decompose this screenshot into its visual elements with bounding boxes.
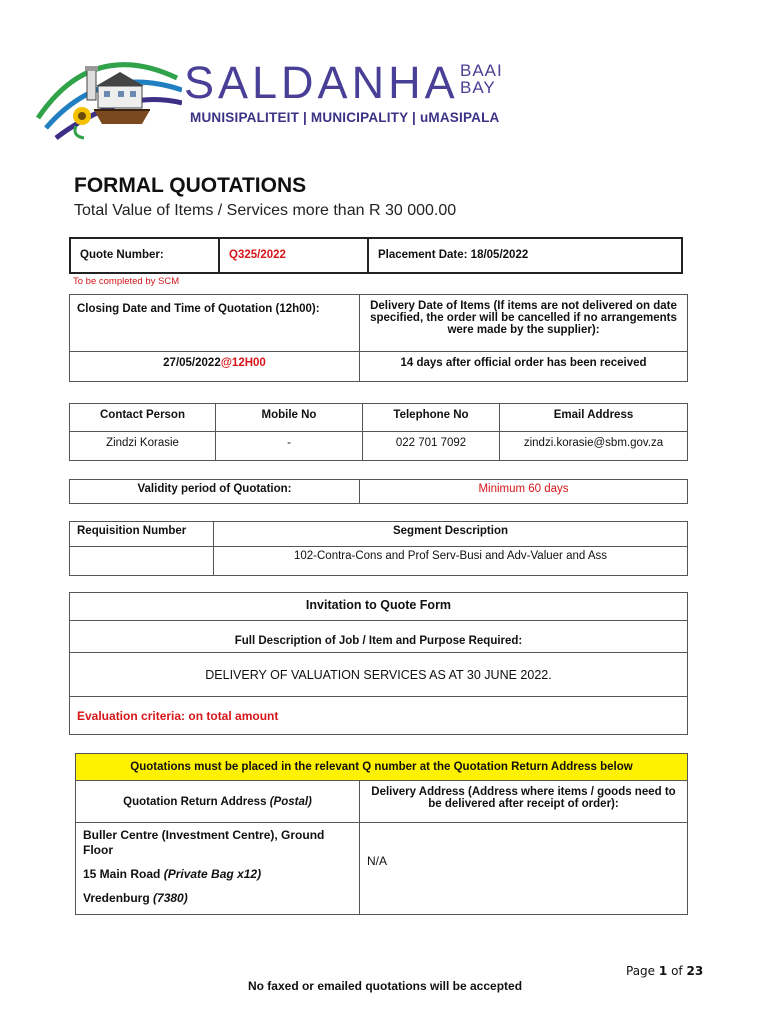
saldanha-emblem-icon <box>32 58 182 143</box>
logo-wordmark: SALDANHA <box>184 57 459 108</box>
scm-note: To be completed by SCM <box>73 276 180 287</box>
page-subtitle: Total Value of Items / Services more than R 30 000.00 <box>74 202 457 219</box>
closing-date-table <box>69 294 688 382</box>
return-address-value <box>76 823 360 915</box>
validity-table <box>69 479 688 504</box>
segment-value: 102-Contra-Cons and Prof Serv-Busi and Adv-Valuer and Ass <box>214 547 688 576</box>
closing-time: @12H00 <box>220 357 266 369</box>
delivery-address-value: N/A <box>360 823 688 915</box>
quote-info-table <box>69 237 683 274</box>
logo-bay-text: BAY <box>460 78 496 97</box>
job-description-value: DELIVERY OF VALUATION SERVICES AS AT 30 JUNE 2022. <box>70 653 688 697</box>
address-line-1: Buller Centre (Investment Centre), Ground Floor <box>83 828 325 857</box>
logo-baai-bay <box>460 62 503 96</box>
address-private-bag: (Private Bag x12) <box>163 867 262 881</box>
municipality-logo <box>32 58 517 148</box>
validity-label: Validity period of Quotation: <box>70 480 360 504</box>
requisition-number-value <box>70 547 214 576</box>
quote-number-label: Quote Number: <box>70 238 219 273</box>
delivery-date-value: 14 days after official order has been received <box>360 352 688 382</box>
invitation-title: Invitation to Quote Form <box>70 593 688 621</box>
address-line-3 <box>83 891 352 906</box>
segment-label: Segment Description <box>214 522 688 547</box>
closing-date: 27/05/2022 <box>163 357 221 369</box>
return-notice: Quotations must be placed in the relevant Q number at the Quotation Return Address below <box>76 754 688 781</box>
page-prefix: Page <box>626 964 656 978</box>
contact-table <box>69 403 688 461</box>
footer-notice: No faxed or emailed quotations will be accepted <box>247 979 523 993</box>
requisition-number-label: Requisition Number <box>70 522 214 547</box>
contact-telephone: 022 701 7092 <box>363 432 500 461</box>
logo-subtitle: MUNISIPALITEIT | MUNICIPALITY | uMASIPALA <box>190 110 500 125</box>
contact-mobile: - <box>216 432 363 461</box>
address-street: 15 Main Road <box>83 867 161 881</box>
contact-email[interactable]: zindzi.korasie@sbm.gov.za <box>500 432 688 461</box>
placement-date: Placement Date: 18/05/2022 <box>368 238 682 273</box>
delivery-date-label: Delivery Date of Items (If items are not delivered on date specified, the order will be cancelled if no arrangements were made by the supplier): <box>360 295 688 352</box>
page-of: of <box>671 964 683 978</box>
invitation-table <box>69 592 688 735</box>
validity-value: Minimum 60 days <box>360 480 688 504</box>
return-address-label <box>76 781 360 823</box>
contact-header: Telephone No <box>363 404 500 432</box>
delivery-address-label: Delivery Address (Address where items / goods need to be delivered after receipt of order): <box>360 781 688 823</box>
page-total: 23 <box>686 964 704 978</box>
return-address-table <box>75 753 688 915</box>
evaluation-criteria: Evaluation criteria: on total amount <box>70 697 688 735</box>
return-address-note: (Postal) <box>269 795 312 808</box>
contact-header: Mobile No <box>216 404 363 432</box>
contact-header: Email Address <box>500 404 688 432</box>
address-town: Vredenburg <box>83 891 150 905</box>
job-description-label: Full Description of Job / Item and Purpose Required: <box>70 621 688 653</box>
closing-date-value <box>70 352 360 382</box>
page-current: 1 <box>658 964 668 978</box>
quote-number-value: Q325/2022 <box>219 238 368 273</box>
page-number <box>626 964 703 978</box>
closing-date-label: Closing Date and Time of Quotation (12h00): <box>70 295 360 352</box>
address-postcode: (7380) <box>153 891 188 905</box>
page-title: FORMAL QUOTATIONS <box>74 174 307 197</box>
contact-header: Contact Person <box>70 404 216 432</box>
contact-person: Zindzi Korasie <box>70 432 216 461</box>
logo-baai-text: BAAI <box>460 61 503 80</box>
requisition-table <box>69 521 688 576</box>
return-address-title: Quotation Return Address <box>123 795 267 808</box>
address-line-2 <box>83 867 352 882</box>
